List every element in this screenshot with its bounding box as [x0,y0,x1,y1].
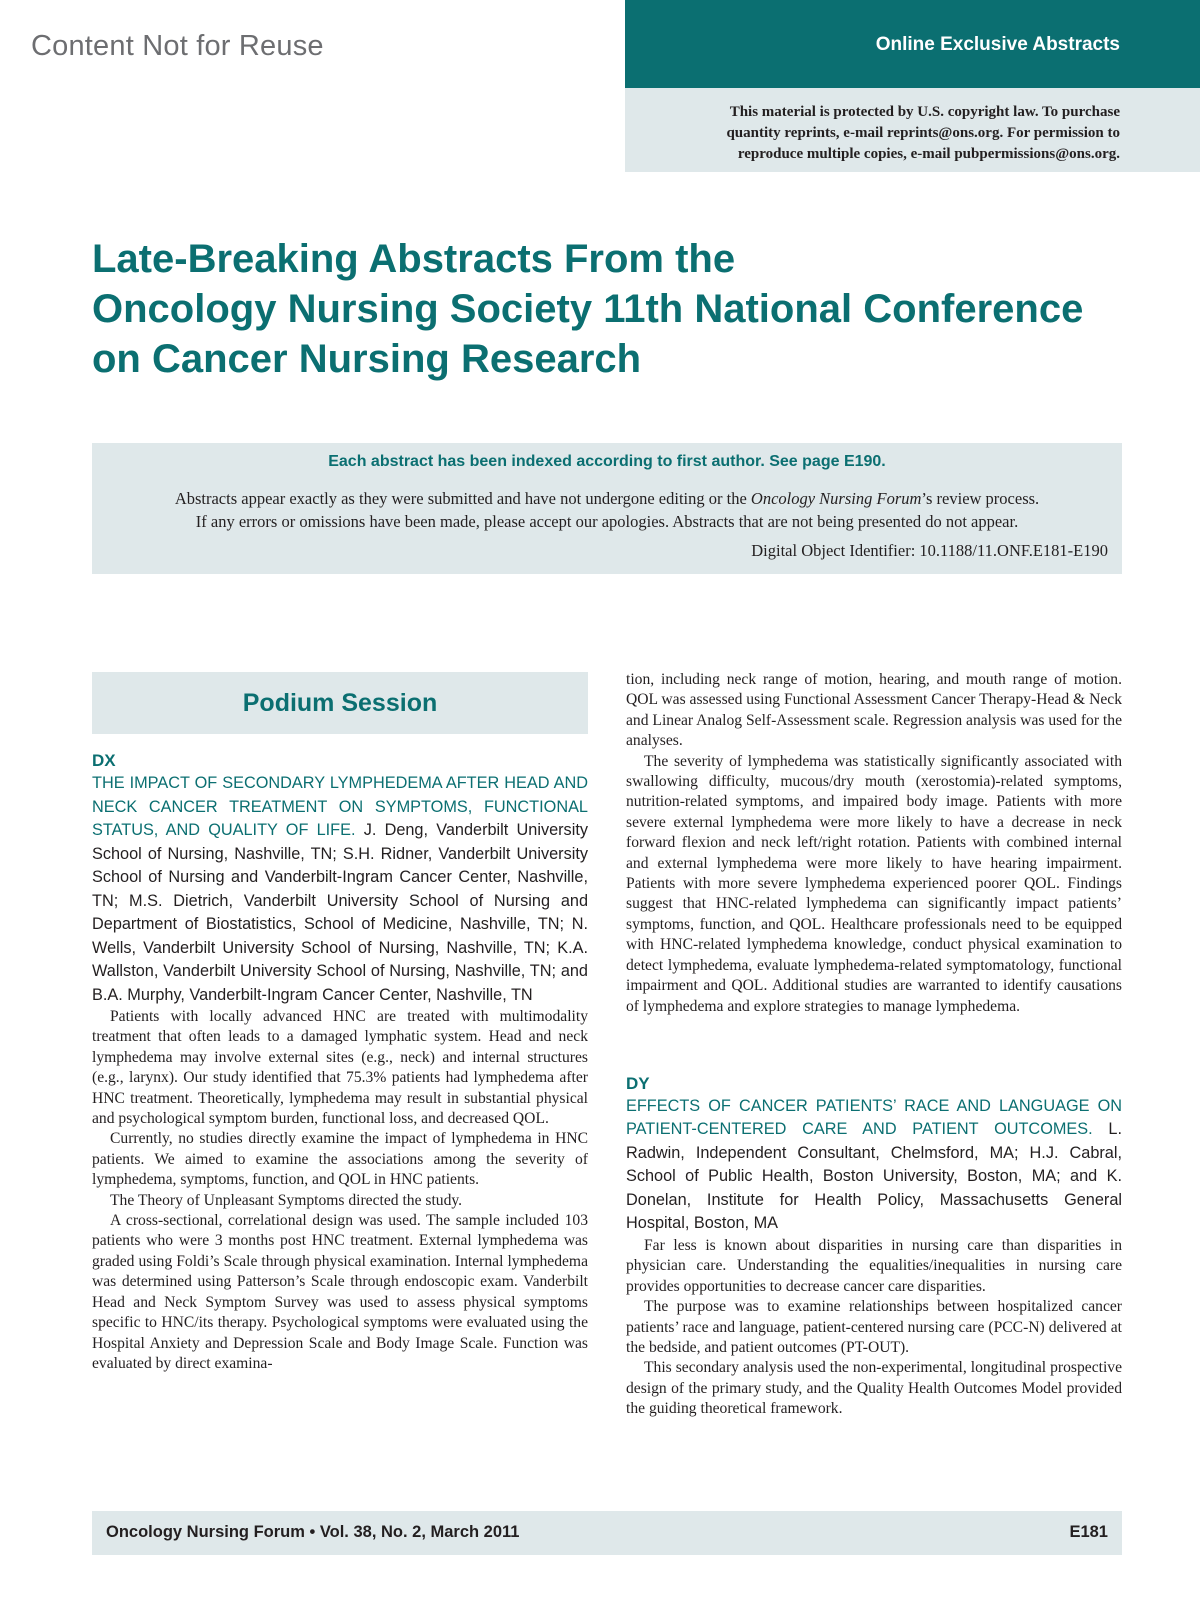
right-column [626,670,1122,1420]
abstract-code-dy: DY [626,1073,650,1093]
title-line-3: on Cancer Nursing Research [92,337,642,381]
page-footer [92,1511,1122,1555]
copyright-text [650,102,1120,165]
abstract-spacer [626,1017,1122,1073]
abstract-authors-dx: J. Deng, Vanderbilt University School of Nursing, Nashville, TN; S.H. Ridner, Vanderbilt University School of Nursing and Vanderbilt-Ingram Cancer Center, Nashville, TN; M.S. Dietrich, Vanderbilt University School of Nursing and Department of Biostatistics, School of Medicine, Nashville, TN; N. Wells, Vanderbilt University School of Nursing, Nashville, TN; K.A. Wallston, Vanderbilt University School of Nursing, Nashville, TN; and B.A. Murphy, Vanderbilt-Ingram Cancer Center, Nashville, TN [92,821,588,1004]
title-line-1: Late-Breaking Abstracts From the [92,237,736,281]
abstract-title-dy: EFFECTS OF CANCER PATIENTS’ RACE AND LANGUAGE ON PATIENT-CENTERED CARE AND PATIENT OUTCOMES. [626,1096,1122,1139]
left-column [92,672,588,1374]
banner-title: Online Exclusive Abstracts [875,34,1120,55]
index-notice-heading: Each abstract has been indexed according to first author. See page E190. [328,453,886,470]
title-line-2: Oncology Nursing Society 11th National Conference [92,287,1084,331]
doi: Digital Object Identifier: 10.1188/11.ONF.E181-E190 [751,541,1108,560]
copyright-notice [625,88,1200,172]
abstract-header-dy [626,1095,1122,1236]
page-title [92,234,1092,384]
abstract-paragraph: A cross-sectional, correlational design was used. The sample included 103 patients who were 3 months post HNC treatment. External lymphedema was graded using Foldi’s Scale through physical examination. Internal lymphedema was determined using Patterson’s Scale through endoscopic exam. Vanderbilt Head and Neck Symptom Survey was used to assess physical symptoms specific to HNC/its therapy. Psychological symptoms were evaluated using the Hospital Anxiety and Depression Scale and Body Image Scale. Function was evaluated by direct examina- [92,1212,588,1372]
journal-name: Oncology Nursing Forum [750,489,922,508]
journal-citation: Oncology Nursing Forum • Vol. 38, No. 2, March 2011 [106,1523,520,1541]
index-notice [92,443,1122,574]
abstract-paragraph: This secondary analysis used the non-experimental, longitudinal prospective design of the primary study, and the Quality Health Outcomes Model provided the guiding theoretical framework. [626,1359,1122,1418]
abstract-paragraph: The Theory of Unpleasant Symptoms directed the study. [110,1191,463,1209]
notice-line-1: Abstracts appear exactly as they were submitted and have not undergone editing or the Oncology Nursing Forum’s review process. [174,489,1040,508]
abstract-paragraph: Currently, no studies directly examine the impact of lymphedema in HNC patients. We aimed to examine the associations among the severity of lymphedema, symptoms, function, and QOL in HNC patients. [92,1130,588,1189]
page-number: E181 [1069,1523,1108,1541]
watermark: Content Not for Reuse [31,30,324,62]
abstract-header-dx [92,772,588,1007]
copyright-line-1: This material is protected by U.S. copyright law. To purchase [729,104,1120,120]
abstract-paragraph: Patients with locally advanced HNC are treated with multimodality treatment that often leads to a damaged lymphatic system. Head and neck lymphedema may involve external sites (e.g., neck) and internal structures (e.g., larynx). Our study identified that 75.3% patients had lymphedema after HNC treatment. Theoretically, lymphedema may result in substantial physical and psychological symptom burden, functional loss, and decreased QOL. [92,1008,588,1128]
abstract-authors-dy: L. Radwin, Independent Consultant, Chelmsford, MA; H.J. Cabral, School of Public Health, Boston University, Boston, MA; and K. Donelan, Institute for Health Policy, Massachusetts General Hospital, Boston, MA [626,1120,1122,1233]
index-notice-body [92,487,1122,533]
abstract-paragraph: The purpose was to examine relationships between hospitalized cancer patients’ race and language, patient-centered nursing care (PCC-N) delivered at the bedside, and patient outcomes (PT-OUT). [626,1298,1122,1356]
abstract-code-dx: DX [92,751,116,770]
copyright-line-3: reproduce multiple copies, e-mail pubpermissions@ons.org. [737,146,1120,162]
section-banner [625,0,1200,88]
abstract-title-dx: THE IMPACT OF SECONDARY LYMPHEDEMA AFTER HEAD AND NECK CANCER TREATMENT ON SYMPTOMS, FUNCTIONAL STATUS, AND QUALITY OF LIFE. [92,774,588,839]
notice-line-2: If any errors or omissions have been made, please accept our apologies. Abstracts that are not being presented do not appear. [195,512,1019,531]
session-heading: Podium Session [92,672,588,734]
abstract-paragraph: The severity of lymphedema was statistically significantly associated with swallowing difficulty, mucous/dry mouth (xerostomia)-related symptoms, nutrition-related symptoms, and impaired body image. Patients with more severe external lymphedema were more likely to have a decrease in neck forward flexion and neck left/right rotation. Patients with combined internal and external lymphedema were more likely to have hearing impairment. Patients with more severe lymphedema experienced poorer QOL. Findings suggest that HNC-related lymphedema can significantly impact patients’ symptoms, function, and QOL. Healthcare professionals need to be equipped with HNC-related lymphedema knowledge, conduct physical examination to detect lymphedema, evaluate lymphedema-related symptomatology, functional impairment and QOL. Additional studies are warranted to identify causations of lymphedema and explore strategies to manage lymphedema. [626,752,1122,1015]
abstract-paragraph: tion, including neck range of motion, hearing, and mouth range of motion. QOL was assessed using Functional Assessment Cancer Therapy-Head & Neck and Linear Analog Self-Assessment scale. Regression analysis was used for the analyses. [626,671,1122,750]
copyright-line-2: quantity reprints, e-mail reprints@ons.org. For permission to [726,125,1120,141]
abstract-paragraph: Far less is known about disparities in nursing care than disparities in physician care. Understanding the equalities/inequalities in nursing care provides opportunities to decrease cancer care disparities. [626,1236,1122,1295]
